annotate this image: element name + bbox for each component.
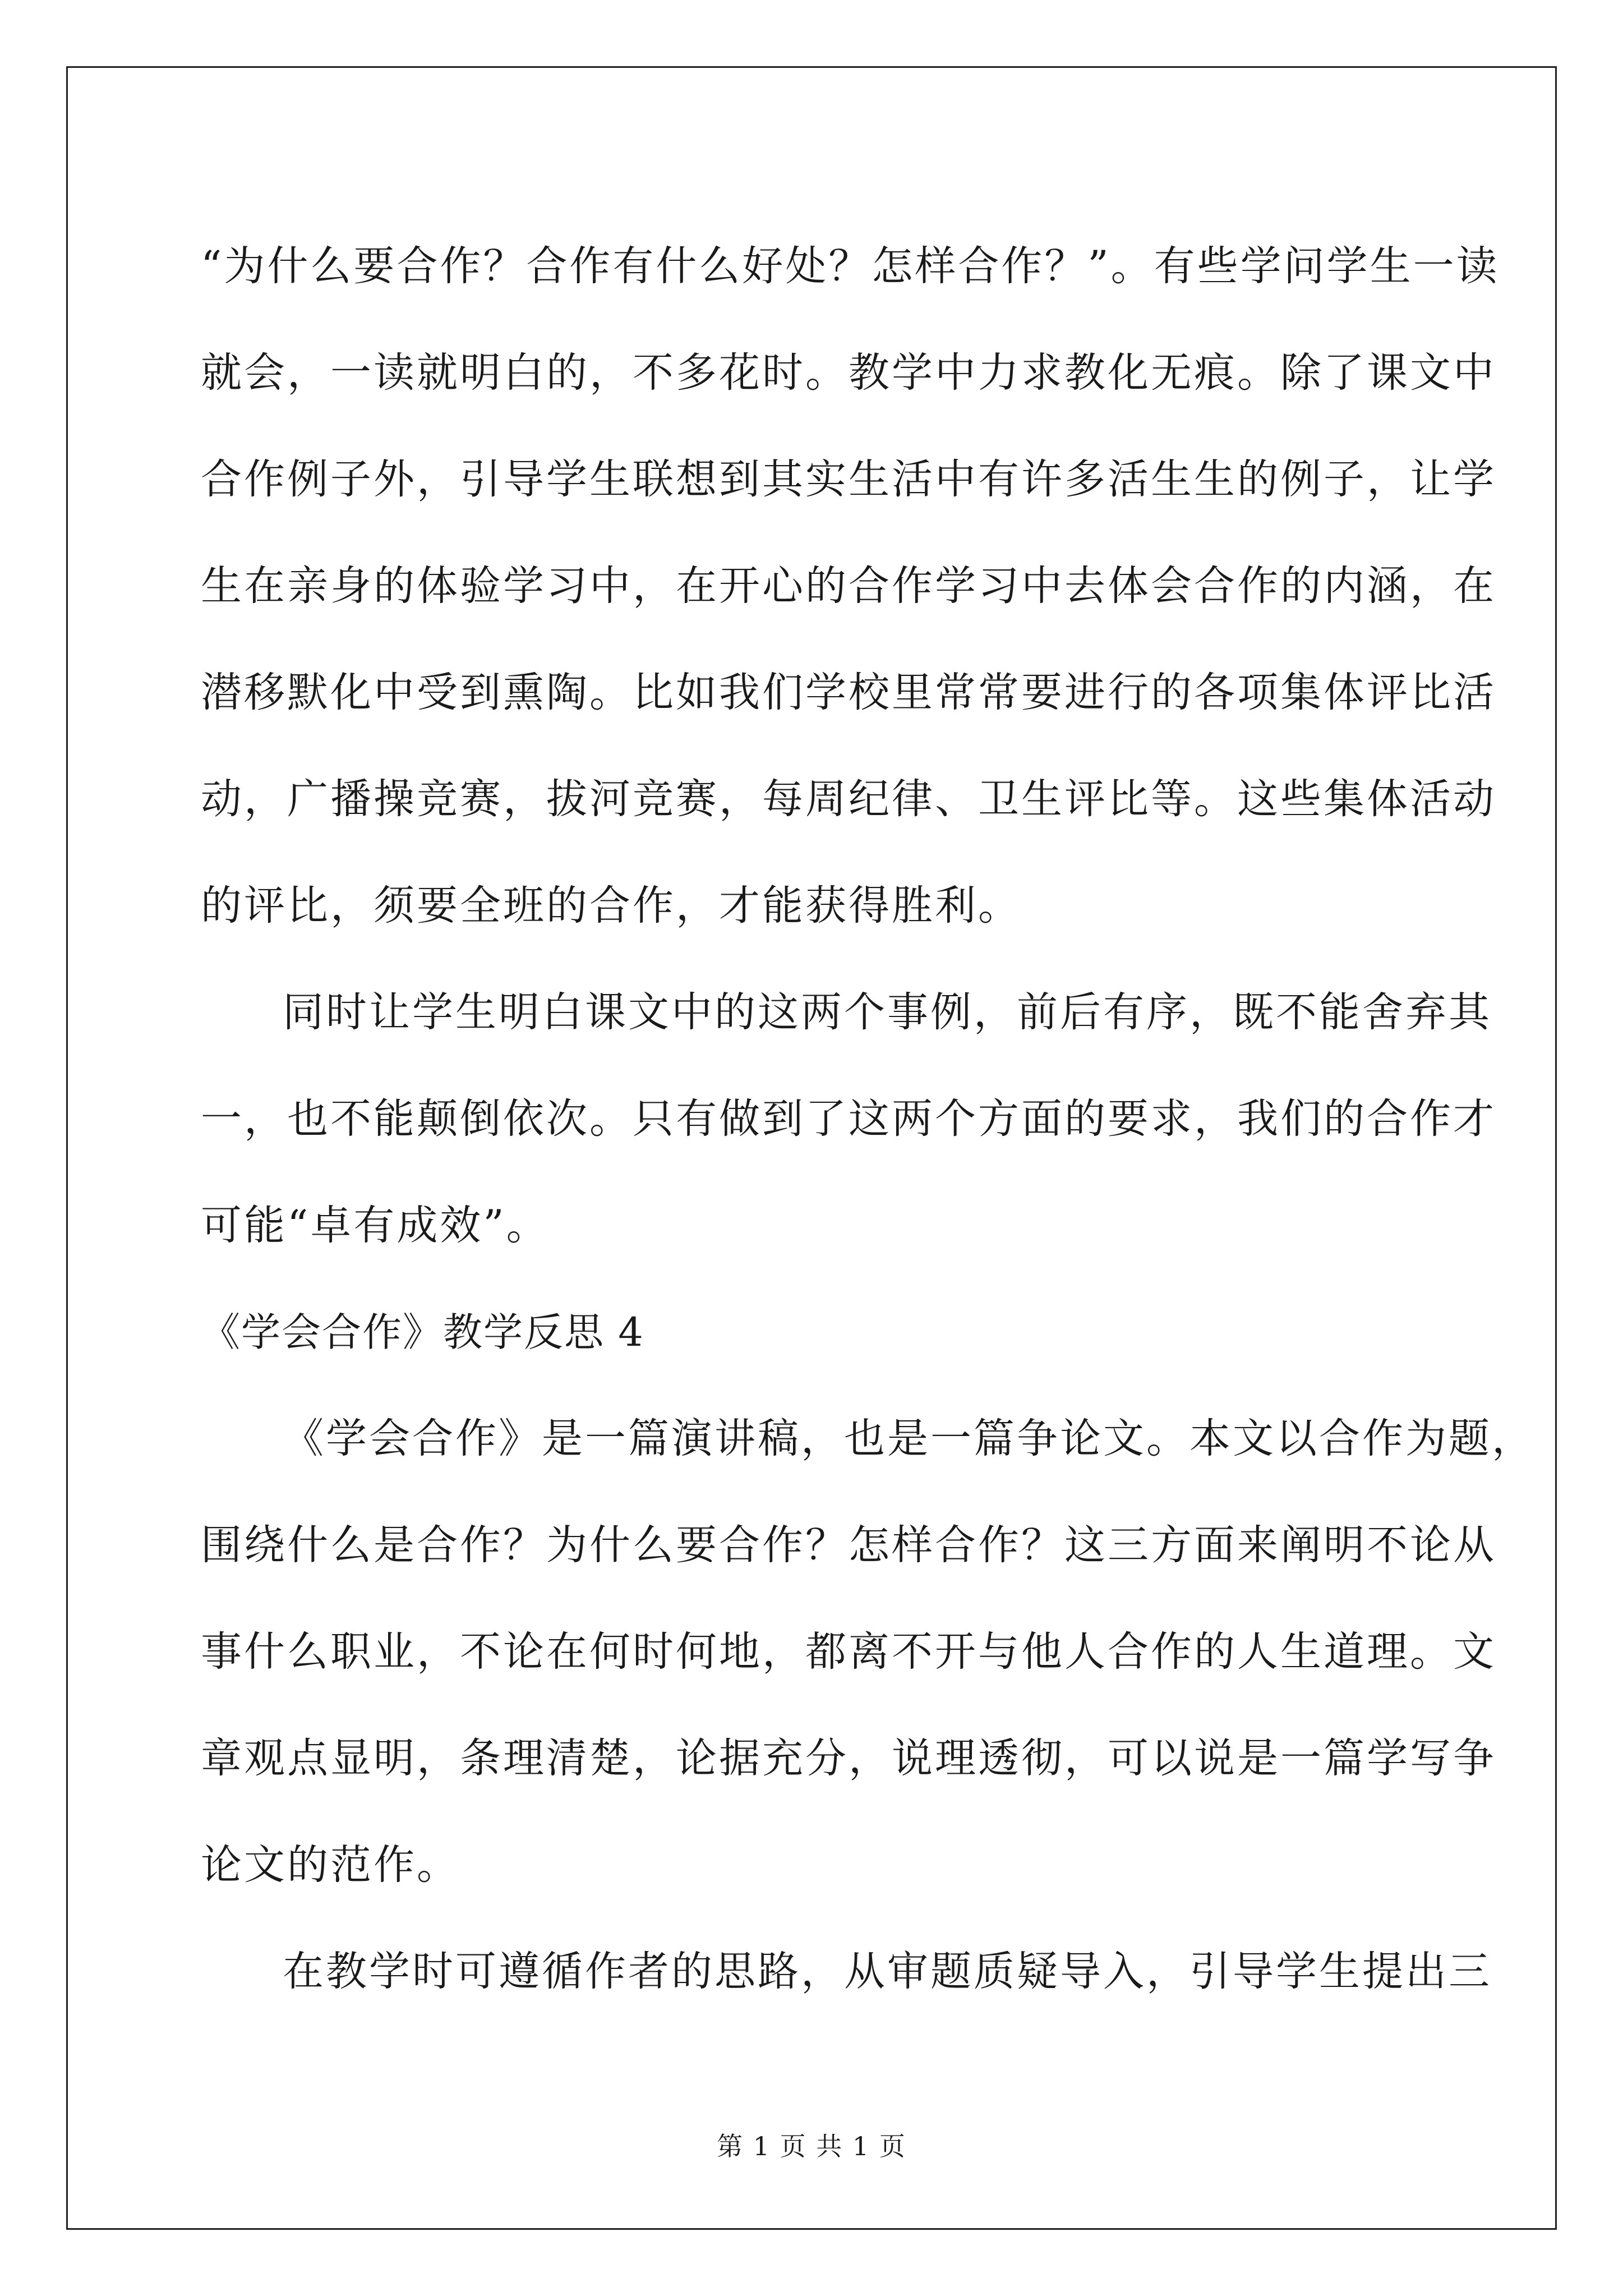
text-line: “为什么要合作？合作有什么好处？怎样合作？”。有些学问学生一读	[201, 242, 1500, 290]
page-number-footer: 第 1 页 共 1 页	[717, 2131, 906, 2161]
text-line: 合作例子外，引导学生联想到其实生活中有许多活生生的例子，让学	[201, 455, 1496, 503]
text-line: 的评比，须要全班的合作，才能获得胜利。	[201, 882, 1021, 930]
text-line: 可能“卓有成效”。	[201, 1202, 550, 1249]
text-line: 围绕什么是合作？为什么要合作？怎样合作？这三方面来阐明不论从	[201, 1521, 1496, 1569]
text-line: 同时让学生明白课文中的这两个事例，前后有序，既不能舍弃其	[283, 988, 1492, 1036]
text-line: 一，也不能颠倒依次。只有做到了这两个方面的要求，我们的合作才	[201, 1095, 1496, 1143]
text-line: 章观点显明，条理清楚，论据充分，说理透彻，可以说是一篇学写争	[201, 1734, 1496, 1782]
text-line: 就会，一读就明白的，不多花时。教学中力求教化无痕。除了课文中	[201, 349, 1496, 397]
text-line: 生在亲身的体验学习中，在开心的合作学习中去体会合作的内涵，在	[201, 562, 1496, 610]
text-line: 潜移默化中受到熏陶。比如我们学校里常常要进行的各项集体评比活	[201, 669, 1496, 716]
text-line: 《学会合作》是一篇演讲稿，也是一篇争论文。本文以合作为题，	[283, 1415, 1535, 1462]
document-body	[201, 213, 1535, 2025]
text-line: 论文的范作。	[201, 1841, 460, 1889]
text-line: 动，广播操竞赛，拔河竞赛，每周纪律、卫生评比等。这些集体活动	[201, 775, 1496, 823]
text-line: 事什么职业，不论在何时何地，都离不开与他人合作的人生道理。文	[201, 1628, 1496, 1676]
section-heading: 《学会合作》教学反思 4	[201, 1309, 644, 1355]
text-line: 在教学时可遵循作者的思路，从审题质疑导入，引导学生提出三	[283, 1948, 1492, 1995]
